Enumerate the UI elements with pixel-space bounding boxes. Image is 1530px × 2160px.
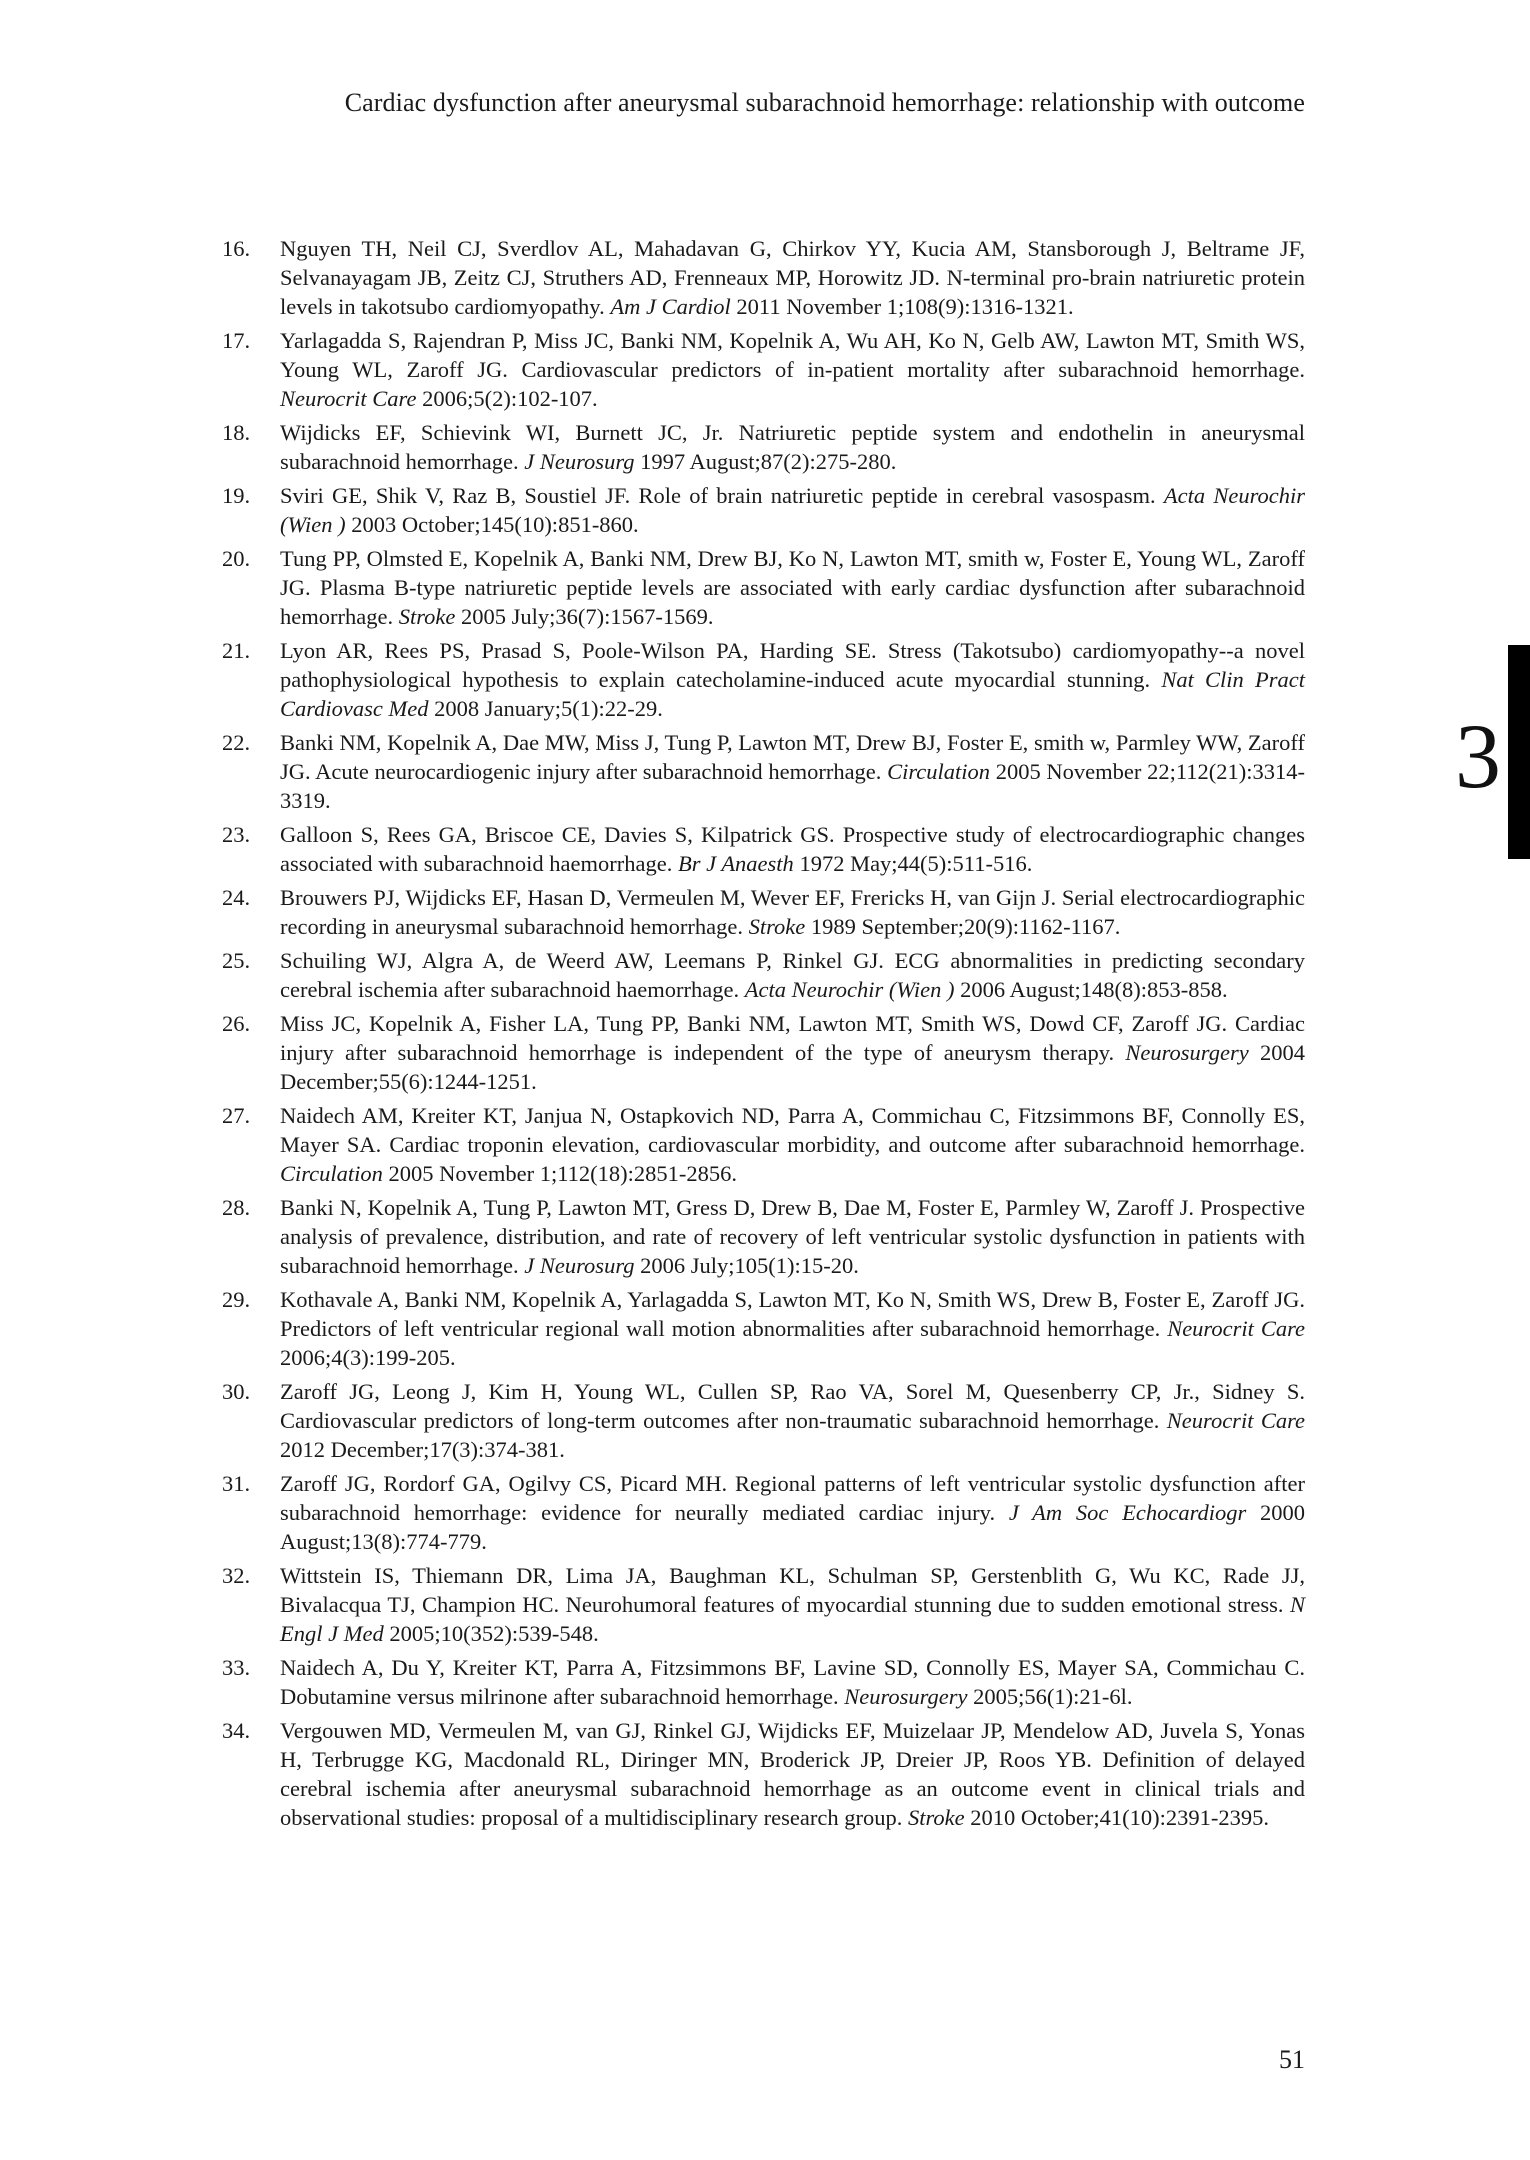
reference-number: 29. [222, 1287, 251, 1312]
reference-body: Schuiling WJ, Algra A, de Weerd AW, Leemans P, Rinkel GJ. ECG abnormalities in predicting secondary cerebral ischemia after subarachnoid haemorrhage. [280, 948, 1305, 1002]
reference-body: Zaroff JG, Rordorf GA, Ogilvy CS, Picard MH. Regional patterns of left ventricular systolic dysfunction after subarachnoid hemorrhage: evidence for neurally mediated cardiac injury. [280, 1471, 1305, 1525]
reference-number: 18. [222, 420, 251, 445]
chapter-number: 3 [1455, 705, 1501, 807]
page-number: 51 [1279, 2045, 1305, 2074]
reference-number: 22. [222, 730, 251, 755]
reference-number: 26. [222, 1011, 251, 1036]
reference-journal: Stroke [748, 914, 806, 939]
reference-journal: Br J Anaesth [677, 851, 794, 876]
reference-number: 34. [222, 1718, 251, 1743]
reference-details: 1997 August;87(2):275-280. [634, 449, 897, 474]
reference-details: 2005 July;36(7):1567-1569. [455, 604, 714, 629]
reference-body: Naidech A, Du Y, Kreiter KT, Parra A, Fitzsimmons BF, Lavine SD, Connolly ES, Mayer SA, Commichau C. Dobutamine versus milrinone after subarachnoid hemorrhage. [280, 1655, 1305, 1709]
reference-journal: J Neurosurg [524, 1253, 635, 1278]
reference-item [222, 1469, 1305, 1556]
reference-journal: Neurosurgery [844, 1684, 968, 1709]
reference-body: Vergouwen MD, Vermeulen M, van GJ, Rinkel GJ, Wijdicks EF, Muizelaar JP, Mendelow AD, Juvela S, Yonas H, Terbrugge KG, Macdonald RL, Diringer MN, Broderick JP, Dreier JP, Roos YB. Definition of delayed cerebral ischemia after aneurysmal subarachnoid hemorrhage as an outcome event in clinical trials and observational studies: proposal of a multidisciplinary research group. [280, 1718, 1305, 1830]
reference-details: 2010 October;41(10):2391-2395. [964, 1805, 1269, 1830]
reference-item [222, 1193, 1305, 1280]
reference-journal: Neurocrit Care [1166, 1408, 1305, 1433]
reference-body: Lyon AR, Rees PS, Prasad S, Poole-Wilson PA, Harding SE. Stress (Takotsubo) cardiomyopathy--a novel pathophysiological hypothesis to explain catecholamine-induced acute myocardial stunning. [280, 638, 1305, 692]
reference-journal: Acta Neurochir (Wien ) [280, 483, 1305, 537]
reference-details: 2006 August;148(8):853-858. [954, 977, 1228, 1002]
reference-details: 2006;5(2):102-107. [416, 386, 598, 411]
reference-item [222, 1716, 1305, 1832]
reference-journal: J Am Soc Echocardiogr [1008, 1500, 1247, 1525]
reference-item [222, 1561, 1305, 1648]
reference-item [222, 636, 1305, 723]
reference-item [222, 234, 1305, 321]
reference-body: Banki N, Kopelnik A, Tung P, Lawton MT, Gress D, Drew B, Dae M, Foster E, Parmley W, Zaroff J. Prospective analysis of prevalence, distribution, and rate of recovery of left ventricular systolic dysfunction in patients with subarachnoid hemorrhage. [280, 1195, 1305, 1278]
reference-journal: J Neurosurg [524, 449, 635, 474]
reference-body: Brouwers PJ, Wijdicks EF, Hasan D, Vermeulen M, Wever EF, Frericks H, van Gijn J. Serial electrocardiographic recording in aneurysmal subarachnoid hemorrhage. [280, 885, 1305, 939]
reference-journal: Neurocrit Care [1167, 1316, 1305, 1341]
reference-item [222, 1285, 1305, 1372]
reference-number: 17. [222, 328, 251, 353]
reference-details: 2006;4(3):199-205. [280, 1345, 456, 1370]
reference-body: Galloon S, Rees GA, Briscoe CE, Davies S, Kilpatrick GS. Prospective study of electrocardiographic changes associated with subarachnoid haemorrhage. [280, 822, 1305, 876]
reference-journal: Nat Clin Pract Cardiovasc Med [280, 667, 1305, 721]
reference-journal: Am J Cardiol [610, 294, 731, 319]
reference-item [222, 1101, 1305, 1188]
reference-details: 2011 November 1;108(9):1316-1321. [730, 294, 1074, 319]
reference-item [222, 481, 1305, 539]
reference-body: Naidech AM, Kreiter KT, Janjua N, Ostapkovich ND, Parra A, Commichau C, Fitzsimmons BF, Connolly ES, Mayer SA. Cardiac troponin elevation, cardiovascular morbidity, and outcome after subarachnoid hemorrhage. [280, 1103, 1305, 1157]
reference-details: 2005;10(352):539-548. [383, 1621, 599, 1646]
reference-body: Miss JC, Kopelnik A, Fisher LA, Tung PP, Banki NM, Lawton MT, Smith WS, Dowd CF, Zaroff JG. Cardiac injury after subarachnoid hemorrhage is independent of the type of aneurysm therapy. [280, 1011, 1305, 1065]
reference-item [222, 820, 1305, 878]
reference-number: 20. [222, 546, 251, 571]
reference-body: Tung PP, Olmsted E, Kopelnik A, Banki NM, Drew BJ, Ko N, Lawton MT, smith w, Foster E, Young WL, Zaroff JG. Plasma B-type natriuretic peptide levels are associated with early cardiac dysfunction after subarachnoid hemorrhage. [280, 546, 1305, 629]
reference-journal: Acta Neurochir (Wien ) [744, 977, 955, 1002]
reference-details: 1972 May;44(5):511-516. [793, 851, 1033, 876]
reference-number: 28. [222, 1195, 251, 1220]
reference-number: 23. [222, 822, 251, 847]
reference-item [222, 728, 1305, 815]
reference-item [222, 1009, 1305, 1096]
reference-item [222, 326, 1305, 413]
reference-item [222, 544, 1305, 631]
reference-list [222, 234, 1305, 1837]
reference-journal: Stroke [907, 1805, 965, 1830]
reference-details: 2012 December;17(3):374-381. [280, 1437, 565, 1462]
reference-number: 33. [222, 1655, 251, 1680]
reference-details: 2005;56(1):21-6l. [967, 1684, 1133, 1709]
reference-journal: Circulation [887, 759, 991, 784]
reference-number: 27. [222, 1103, 251, 1128]
reference-body: Zaroff JG, Leong J, Kim H, Young WL, Cullen SP, Rao VA, Sorel M, Quesenberry CP, Jr., Sidney S. Cardiovascular predictors of long-term outcomes after non-traumatic subarachnoid hemorrhage. [280, 1379, 1305, 1433]
reference-item [222, 946, 1305, 1004]
reference-details: 2005 November 1;112(18):2851-2856. [382, 1161, 738, 1186]
reference-number: 16. [222, 236, 251, 261]
reference-journal: Neurocrit Care [280, 386, 417, 411]
reference-details: 2005 November 22;112(21):3314-3319. [280, 759, 1305, 813]
reference-number: 30. [222, 1379, 251, 1404]
reference-body: Banki NM, Kopelnik A, Dae MW, Miss J, Tung P, Lawton MT, Drew BJ, Foster E, smith w, Parmley WW, Zaroff JG. Acute neurocardiogenic injury after subarachnoid hemorrhage. [280, 730, 1305, 784]
reference-number: 31. [222, 1471, 251, 1496]
reference-body: Kothavale A, Banki NM, Kopelnik A, Yarlagadda S, Lawton MT, Ko N, Smith WS, Drew B, Foster E, Zaroff JG. Predictors of left ventricular regional wall motion abnormalities after subarachnoid hemorrhage. [280, 1287, 1305, 1341]
reference-details: 2000 August;13(8):774-779. [280, 1500, 1305, 1554]
reference-number: 32. [222, 1563, 251, 1588]
reference-number: 21. [222, 638, 251, 663]
reference-journal: N Engl J Med [280, 1592, 1305, 1646]
reference-details: 2006 July;105(1):15-20. [634, 1253, 859, 1278]
reference-item [222, 418, 1305, 476]
reference-details: 2003 October;145(10):851-860. [345, 512, 639, 537]
reference-body: Nguyen TH, Neil CJ, Sverdlov AL, Mahadavan G, Chirkov YY, Kucia AM, Stansborough J, Beltrame JF, Selvanayagam JB, Zeitz CJ, Struthers AD, Frenneaux MP, Horowitz JD. N-terminal pro-brain natriuretic protein levels in takotsubo cardiomyopathy. [280, 236, 1305, 319]
reference-body: Sviri GE, Shik V, Raz B, Soustiel JF. Role of brain natriuretic peptide in cerebral vasospasm. [280, 483, 1164, 508]
reference-details: 1989 September;20(9):1162-1167. [805, 914, 1121, 939]
reference-item [222, 1377, 1305, 1464]
reference-body: Wittstein IS, Thiemann DR, Lima JA, Baughman KL, Schulman SP, Gerstenblith G, Wu KC, Rade JJ, Bivalacqua TJ, Champion HC. Neurohumoral features of myocardial stunning due to sudden emotional stress. [280, 1563, 1305, 1617]
reference-item [222, 883, 1305, 941]
reference-journal: Stroke [398, 604, 456, 629]
chapter-tab-marker [1508, 645, 1530, 859]
reference-journal: Neurosurgery [1125, 1040, 1249, 1065]
reference-body: Wijdicks EF, Schievink WI, Burnett JC, Jr. Natriuretic peptide system and endothelin in aneurysmal subarachnoid hemorrhage. [280, 420, 1305, 474]
reference-number: 25. [222, 948, 251, 973]
reference-number: 19. [222, 483, 251, 508]
reference-number: 24. [222, 885, 251, 910]
reference-body: Yarlagadda S, Rajendran P, Miss JC, Banki NM, Kopelnik A, Wu AH, Ko N, Gelb AW, Lawton MT, Smith WS, Young WL, Zaroff JG. Cardiovascular predictors of in-patient mortality after subarachnoid hemorrhage. [280, 328, 1305, 382]
reference-journal: Circulation [280, 1161, 383, 1186]
reference-details: 2004 December;55(6):1244-1251. [280, 1040, 1305, 1094]
running-header-title: Cardiac dysfunction after aneurysmal subarachnoid hemorrhage: relationship with outcome [344, 88, 1305, 117]
reference-item [222, 1653, 1305, 1711]
reference-details: 2008 January;5(1):22-29. [428, 696, 663, 721]
